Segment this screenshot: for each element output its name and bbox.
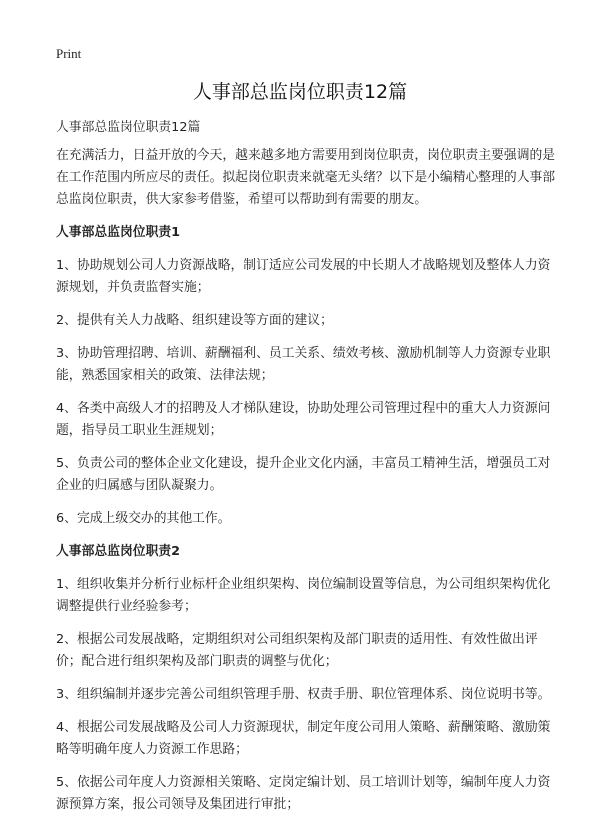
- page-title: 人事部总监岗位职责12篇: [192, 81, 408, 103]
- list-item: 6、完成上级交办的其他工作。: [56, 511, 231, 526]
- list-item: 3、组织编制并逐步完善公司组织管理手册、权责手册、职位管理体系、岗位说明书等。: [56, 687, 551, 702]
- list-item: 2、根据公司发展战略，定期组织对公司组织架构及部门职责的适用性、有效性做出评价；配合进行组织架构及部门职责的调整与优化；: [56, 632, 538, 669]
- section-heading-2: 人事部总监岗位职责2: [56, 544, 181, 559]
- intro-paragraph: 在充满活力，日益开放的今天，越来越多地方需要用到岗位职责，岗位职责主要强调的是在工作范围内所应尽的责任。拟起岗位职责来就毫无头绪？以下是小编精心整理的人事部总监岗位职责，供大家参考借鉴，希望可以帮助到有需要的朋友。: [56, 148, 556, 207]
- print-link[interactable]: Print: [56, 46, 82, 61]
- document-subtitle: 人事部总监岗位职责12篇: [56, 120, 201, 135]
- list-item: 1、组织收集并分析行业标杆企业组织架构、岗位编制设置等信息，为公司组织架构优化调整提供行业经验参考；: [56, 577, 551, 614]
- list-item: 5、负责公司的整体企业文化建设，提升企业文化内涵，丰富员工精神生活，增强员工对企业的归属感与团队凝聚力。: [56, 456, 551, 493]
- list-item: 1、协助规划公司人力资源战略，制订适应公司发展的中长期人才战略规划及整体人力资源规划，并负责监督实施；: [56, 258, 551, 295]
- list-item: 3、协助管理招聘、培训、薪酬福利、员工关系、绩效考核、激励机制等人力资源专业职能，熟悉国家相关的政策、法律法规；: [56, 346, 551, 383]
- list-item: 2、提供有关人力战略、组织建设等方面的建议；: [56, 313, 333, 328]
- list-item: 5、依据公司年度人力资源相关策略、定岗定编计划、员工培训计划等，编制年度人力资源预算方案，报公司领导及集团进行审批；: [56, 775, 551, 812]
- section-heading-1: 人事部总监岗位职责1: [56, 225, 181, 240]
- list-item: 4、根据公司发展战略及公司人力资源现状，制定年度公司用人策略、薪酬策略、激励策略等明确年度人力资源工作思路；: [56, 720, 551, 757]
- document-body: [56, 117, 556, 827]
- list-item: 4、各类中高级人才的招聘及人才梯队建设，协助处理公司管理过程中的重大人力资源问题，指导员工职业生涯规划；: [56, 401, 551, 438]
